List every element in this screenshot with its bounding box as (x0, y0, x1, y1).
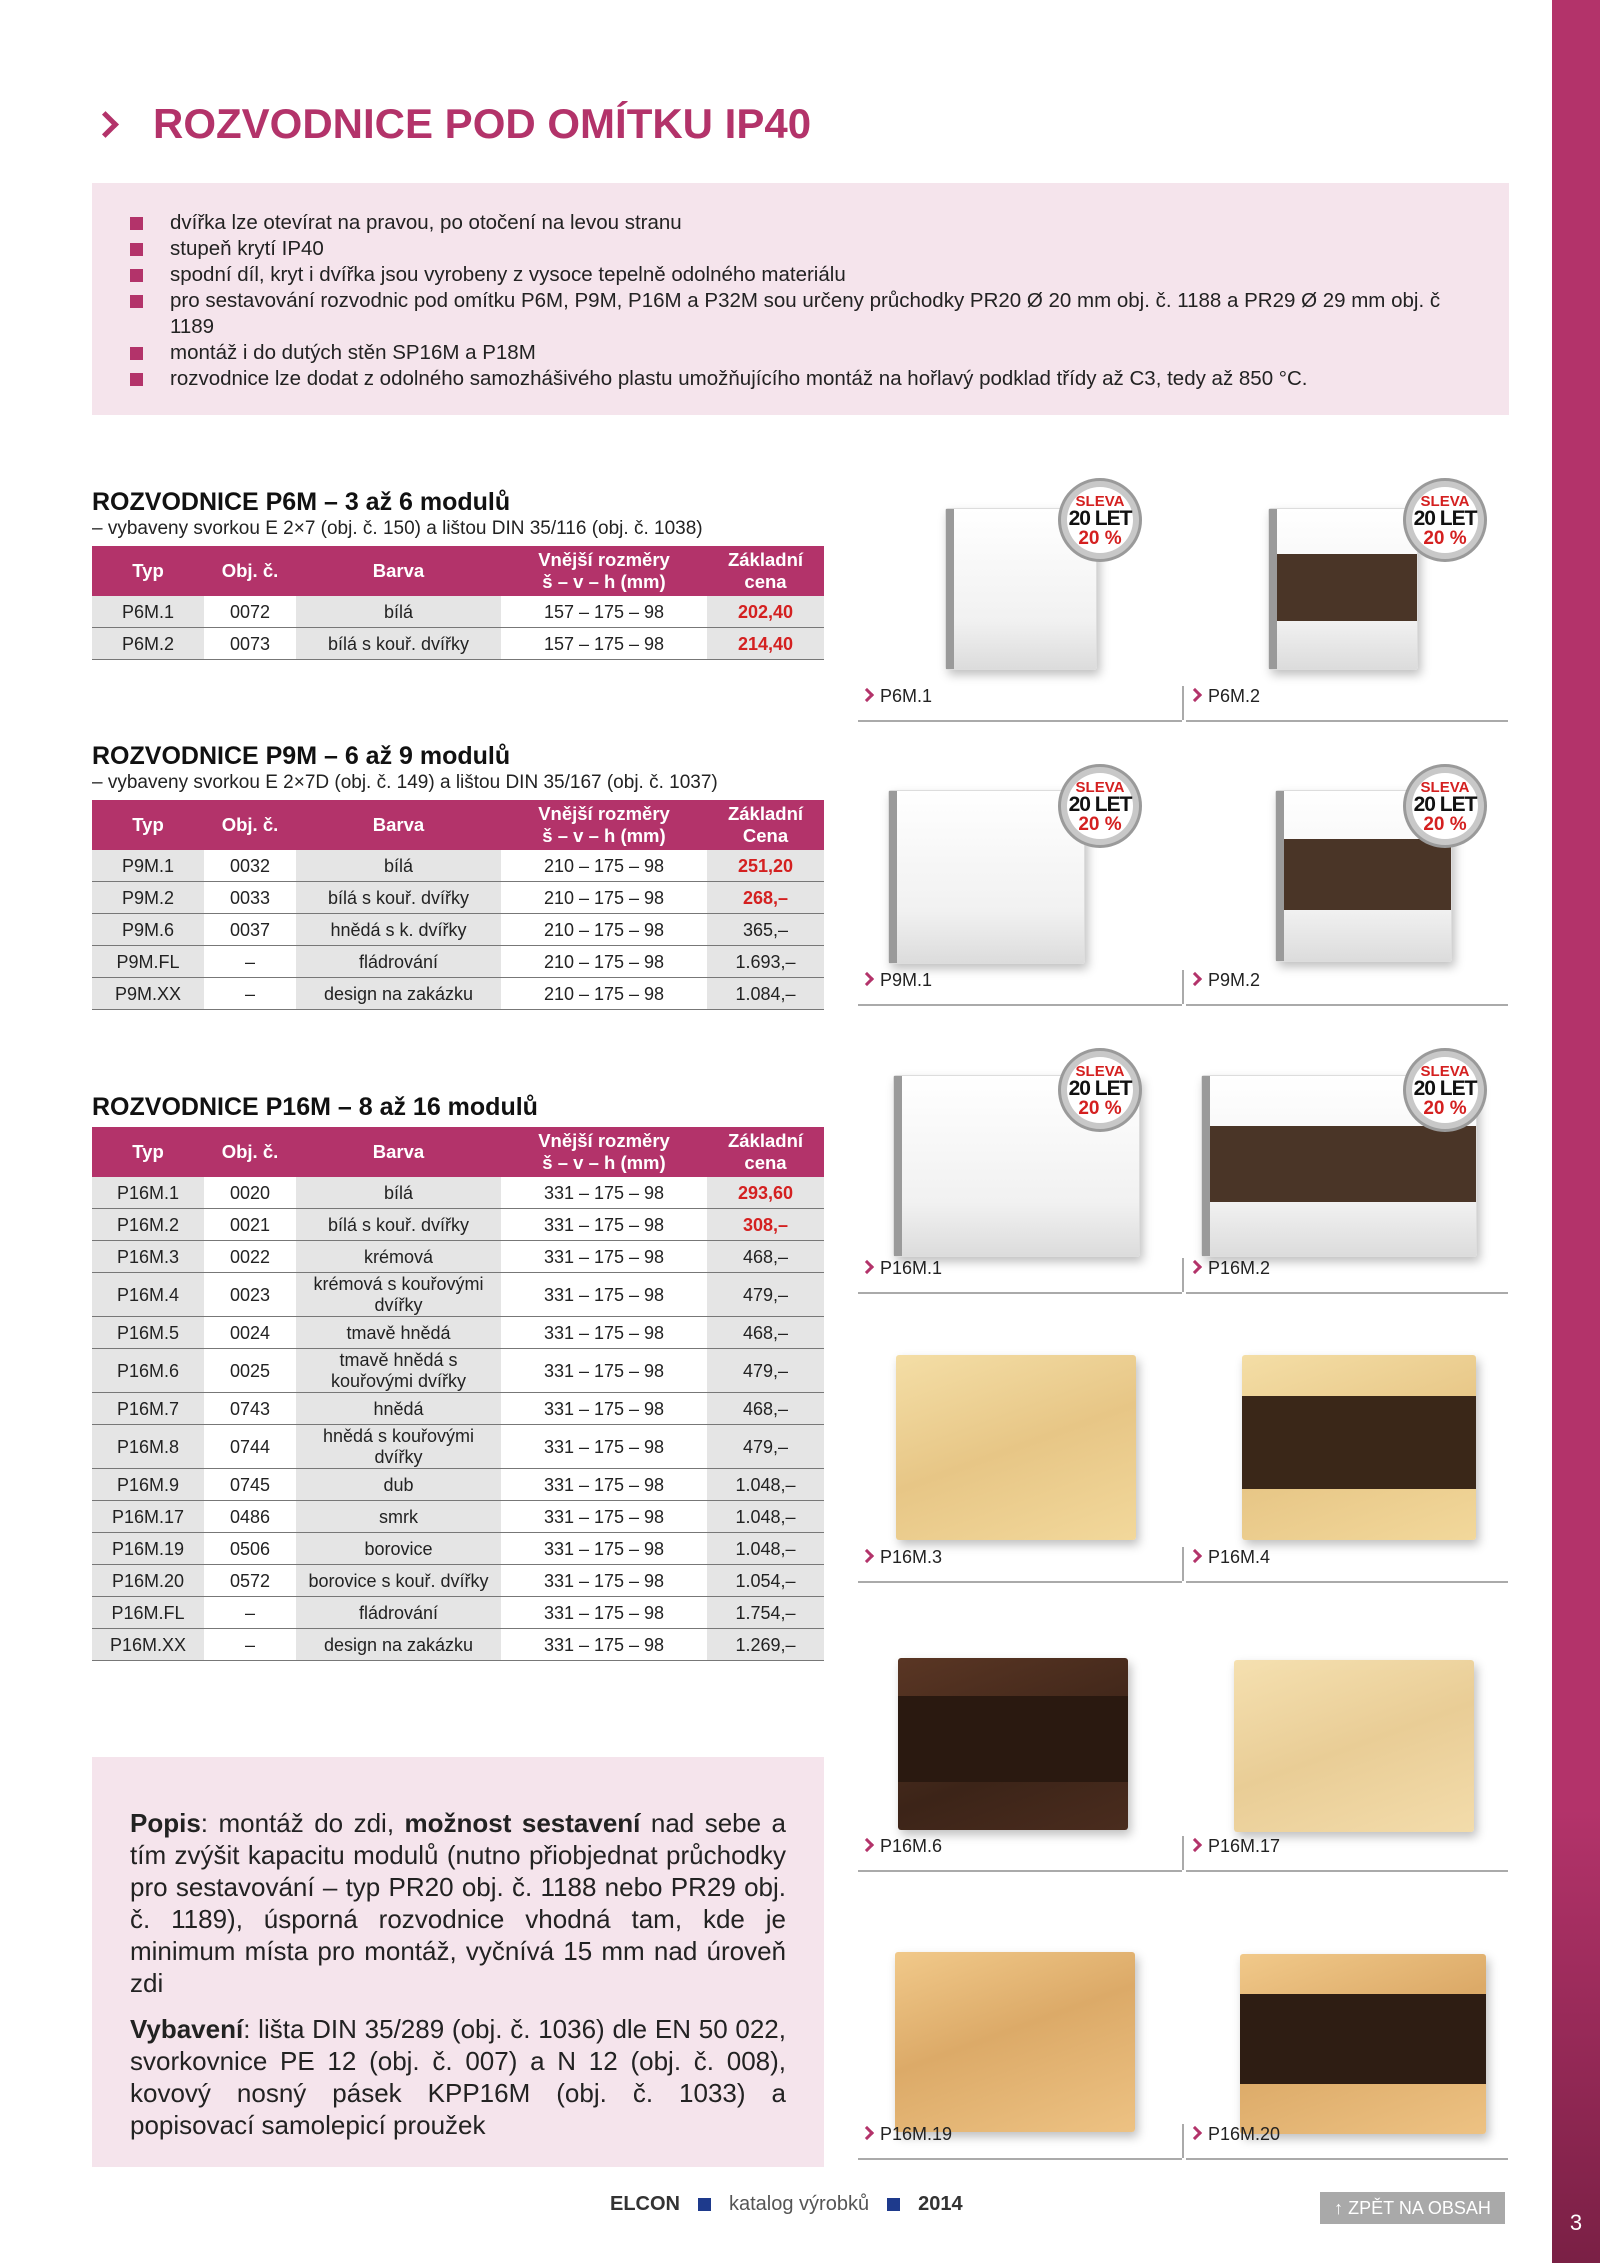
box-edge (894, 1076, 902, 1256)
product-photo (1234, 1660, 1474, 1832)
footer (610, 2193, 963, 2216)
table-cell: 210 – 175 – 98 (501, 882, 707, 914)
chevron-right-icon (1188, 972, 1202, 986)
intro-list (92, 183, 1509, 392)
caption-text: P16M.4 (1208, 1547, 1271, 1567)
table-cell: P16M.1 (92, 1177, 204, 1209)
badge-text: SLEVA (1420, 1063, 1470, 1080)
badge-text: 20 LET (1413, 793, 1477, 816)
table-cell: 251,20 (707, 850, 824, 882)
table-row (92, 1533, 824, 1565)
table-cell: hnědá (296, 1393, 501, 1425)
table-row (92, 1501, 824, 1533)
box-edge (1276, 791, 1284, 961)
table-cell: 0744 (204, 1425, 296, 1469)
p6m-subtitle: – vybaveny svorkou E 2×7 (obj. č. 150) a lištou DIN 35/116 (obj. č. 1038) (92, 518, 703, 539)
table-row (92, 1597, 824, 1629)
smoked-door (898, 1696, 1128, 1782)
table-cell: – (204, 1597, 296, 1629)
product-photo (896, 1355, 1136, 1540)
table-cell: 331 – 175 – 98 (501, 1349, 707, 1393)
table-cell: 331 – 175 – 98 (501, 1241, 707, 1273)
discount-badge (1058, 478, 1142, 562)
table-cell: 210 – 175 – 98 (501, 850, 707, 882)
table-row (92, 1565, 824, 1597)
table-cell: 0033 (204, 882, 296, 914)
table-cell: P16M.9 (92, 1469, 204, 1501)
table-row (92, 1469, 824, 1501)
table-cell: P16M.8 (92, 1425, 204, 1469)
intro-item: pro sestavování rozvodnic pod omítku P6M, P9M, P16M a P32M sou určeny průchodky PR20 Ø 20 mm obj. č. 1188 a PR29 Ø 29 mm obj. č 1189 (130, 288, 1449, 340)
footer-catalog: katalog výrobků (729, 2193, 870, 2215)
footer-brand: ELCON (610, 2193, 680, 2215)
table-cell: P16M.3 (92, 1241, 204, 1273)
footer-year: 2014 (918, 2193, 963, 2215)
side-bar (1552, 0, 1600, 2263)
chevron-right-icon (1188, 1260, 1202, 1274)
column-header: Základní cena (707, 546, 824, 596)
smoked-door (1242, 1396, 1476, 1489)
column-header: Vnější rozměry š – v – h (mm) (501, 546, 707, 596)
caption-divider (1182, 1547, 1184, 1581)
table-cell: 331 – 175 – 98 (501, 1533, 707, 1565)
photo-caption (858, 1836, 1182, 1872)
p9m-title: ROZVODNICE P9M – 6 až 9 modulů (92, 742, 511, 770)
table-cell: 1.048,– (707, 1533, 824, 1565)
table-cell: 331 – 175 – 98 (501, 1177, 707, 1209)
table-cell: 1.754,– (707, 1597, 824, 1629)
caption-text: P16M.17 (1208, 1836, 1281, 1856)
column-header: Základní cena (707, 1127, 824, 1177)
photo-caption (858, 686, 1182, 722)
table-cell: fládrování (296, 1597, 501, 1629)
table-cell: 0022 (204, 1241, 296, 1273)
table-cell: P6M.1 (92, 596, 204, 628)
table-cell: design na zakázku (296, 978, 501, 1010)
chevron-right-icon (92, 111, 119, 138)
table-cell: 268,– (707, 882, 824, 914)
discount-badge (1403, 764, 1487, 848)
photo-caption (1186, 1836, 1508, 1872)
table-cell: 210 – 175 – 98 (501, 946, 707, 978)
discount-badge (1058, 764, 1142, 848)
product-photo (1242, 1355, 1476, 1540)
table-cell: hnědá s k. dvířky (296, 914, 501, 946)
product-photo (888, 790, 1085, 964)
box-edge (1269, 509, 1277, 669)
table-cell: 0021 (204, 1209, 296, 1241)
caption-text: P16M.1 (880, 1258, 943, 1278)
table-row (92, 1349, 824, 1393)
box-edge (889, 791, 897, 963)
table-row (92, 882, 824, 914)
table-cell: 1.084,– (707, 978, 824, 1010)
badge-text: SLEVA (1075, 1063, 1125, 1080)
table-cell: P16M.XX (92, 1629, 204, 1661)
chevron-right-icon (860, 688, 874, 702)
column-header: Barva (296, 1127, 501, 1177)
table-cell: 0486 (204, 1501, 296, 1533)
table-cell: 468,– (707, 1393, 824, 1425)
table-row (92, 1209, 824, 1241)
column-header: Typ (92, 1127, 204, 1177)
badge-text: 20 LET (1068, 1077, 1132, 1100)
photo-caption (858, 1547, 1182, 1583)
table-cell: P6M.2 (92, 628, 204, 660)
caption-text: P9M.1 (880, 970, 933, 990)
chevron-right-icon (1188, 1838, 1202, 1852)
column-header: Vnější rozměry š – v – h (mm) (501, 800, 707, 850)
table-cell: 331 – 175 – 98 (501, 1565, 707, 1597)
chevron-right-icon (860, 1260, 874, 1274)
caption-text: P16M.3 (880, 1547, 943, 1567)
column-header: Barva (296, 800, 501, 850)
chevron-right-icon (1188, 2126, 1202, 2140)
table-cell: P16M.FL (92, 1597, 204, 1629)
table-cell: 479,– (707, 1425, 824, 1469)
table-row (92, 628, 824, 660)
table-cell: bílá s kouř. dvířky (296, 882, 501, 914)
photo-caption (858, 970, 1182, 1006)
column-header: Obj. č. (204, 1127, 296, 1177)
caption-text: P16M.2 (1208, 1258, 1271, 1278)
table-cell: 479,– (707, 1273, 824, 1317)
table-cell: borovice (296, 1533, 501, 1565)
badge-text: SLEVA (1420, 493, 1470, 510)
intro-item: stupeň krytí IP40 (130, 236, 1449, 262)
caption-divider (1182, 2124, 1184, 2158)
table-cell: 331 – 175 – 98 (501, 1469, 707, 1501)
table-cell: – (204, 978, 296, 1010)
intro-item: montáž i do dutých stěn SP16M a P18M (130, 340, 1449, 366)
table-cell: 479,– (707, 1349, 824, 1393)
table-cell: 210 – 175 – 98 (501, 978, 707, 1010)
column-header: Obj. č. (204, 546, 296, 596)
caption-text: P16M.19 (880, 2124, 953, 2144)
table-cell: tmavě hnědá s kouřovými dvířky (296, 1349, 501, 1393)
smoked-door (1240, 1994, 1486, 2084)
table-header-row (92, 1127, 824, 1177)
table-row (92, 1425, 824, 1469)
table-row (92, 914, 824, 946)
photo-caption (1186, 1258, 1508, 1294)
badge-text: 20 LET (1068, 793, 1132, 816)
intro-item: rozvodnice lze dodat z odolného samozhášivého plastu umožňujícího montáž na hořlavý podklad třídy až C3, tedy až 850 °C. (130, 366, 1449, 392)
table-cell: 331 – 175 – 98 (501, 1209, 707, 1241)
table-cell: 0037 (204, 914, 296, 946)
p6m-title: ROZVODNICE P6M – 3 až 6 modulů (92, 488, 511, 516)
table-cell: 0020 (204, 1177, 296, 1209)
intro-box (92, 183, 1509, 415)
badge-text: SLEVA (1075, 779, 1125, 796)
table-cell: 1.269,– (707, 1629, 824, 1661)
table-cell: 1.693,– (707, 946, 824, 978)
square-bullet-icon (698, 2198, 711, 2211)
table-header-row (92, 800, 824, 850)
table-cell: P9M.FL (92, 946, 204, 978)
chevron-right-icon (860, 1549, 874, 1563)
table-row (92, 1177, 824, 1209)
table-row (92, 978, 824, 1010)
page-title-text: ROZVODNICE POD OMÍTKU IP40 (153, 100, 812, 147)
product-photo (1240, 1954, 1486, 2134)
column-header: Typ (92, 546, 204, 596)
table-cell: 1.048,– (707, 1501, 824, 1533)
table-cell: P16M.4 (92, 1273, 204, 1317)
table-cell: P9M.1 (92, 850, 204, 882)
table-cell: P9M.XX (92, 978, 204, 1010)
table-cell: borovice s kouř. dvířky (296, 1565, 501, 1597)
chevron-right-icon (860, 972, 874, 986)
table-cell: P16M.2 (92, 1209, 204, 1241)
badge-text: 20 LET (1068, 507, 1132, 530)
table-cell: 468,– (707, 1317, 824, 1349)
discount-badge (1403, 478, 1487, 562)
product-photo (898, 1658, 1128, 1830)
table-cell: bílá (296, 596, 501, 628)
table-row (92, 1273, 824, 1317)
vybaveni-paragraph: Vybavení: lišta DIN 35/289 (obj. č. 1036) dle EN 50 022, svorkovnice PE 12 (obj. č. 007) a N 12 (obj. č. 008), kovový nosný pásek KPP16M (obj. č. 1033) a popisovací samolepicí proužek (130, 2014, 786, 2140)
caption-divider (1182, 1836, 1184, 1870)
table-cell: 0025 (204, 1349, 296, 1393)
table-cell: 157 – 175 – 98 (501, 628, 707, 660)
table-cell: 1.054,– (707, 1565, 824, 1597)
badge-text: 20 % (1423, 814, 1467, 835)
table-cell: krémová s kouřovými dvířky (296, 1273, 501, 1317)
photo-caption (1186, 970, 1508, 1006)
table-row (92, 850, 824, 882)
photo-caption (1186, 2124, 1508, 2160)
badge-text: 20 % (1078, 814, 1122, 835)
table-cell: 210 – 175 – 98 (501, 914, 707, 946)
caption-divider (1182, 1258, 1184, 1292)
smoked-door (1277, 554, 1417, 621)
table-cell: design na zakázku (296, 1629, 501, 1661)
table-cell: 331 – 175 – 98 (501, 1501, 707, 1533)
caption-text: P6M.2 (1208, 686, 1261, 706)
intro-item: spodní díl, kryt i dvířka jsou vyrobeny z vysoce tepelně odolného materiálu (130, 262, 1449, 288)
p16m-title: ROZVODNICE P16M – 8 až 16 modulů (92, 1093, 538, 1121)
popis-paragraph: Popis: montáž do zdi, možnost sestavení nad sebe a tím zvýšit kapacitu modulů (nutno přiobjednat průchodky pro sestavování – typ PR20 obj. č. 1188 nebo PR29 obj. č. 1189), úsporná rozvodnice vhodná tam, kde je minimum místa pro montáž, vyčnívá 15 mm nad úroveň zdi (130, 1808, 786, 1998)
photo-caption (858, 2124, 1182, 2160)
discount-badge (1403, 1048, 1487, 1132)
table-cell: 331 – 175 – 98 (501, 1393, 707, 1425)
table-cell: P16M.20 (92, 1565, 204, 1597)
table-cell: P9M.2 (92, 882, 204, 914)
description-box (92, 1757, 824, 2167)
table-cell: 308,– (707, 1209, 824, 1241)
table-cell: P16M.6 (92, 1349, 204, 1393)
table-cell: 0072 (204, 596, 296, 628)
smoked-door (1210, 1126, 1476, 1202)
table-cell: 365,– (707, 914, 824, 946)
chevron-right-icon (860, 1838, 874, 1852)
column-header: Obj. č. (204, 800, 296, 850)
table-cell: bílá s kouř. dvířky (296, 1209, 501, 1241)
table-cell: bílá s kouř. dvířky (296, 628, 501, 660)
table-row (92, 1629, 824, 1661)
table-cell: 331 – 175 – 98 (501, 1597, 707, 1629)
table-cell: – (204, 1629, 296, 1661)
column-header: Vnější rozměry š – v – h (mm) (501, 1127, 707, 1177)
badge-text: 20 % (1423, 1098, 1467, 1119)
table-cell: – (204, 946, 296, 978)
column-header: Barva (296, 546, 501, 596)
caption-text: P16M.20 (1208, 2124, 1281, 2144)
p9m-table (92, 800, 824, 1010)
table-cell: 0572 (204, 1565, 296, 1597)
table-cell: dub (296, 1469, 501, 1501)
table-row (92, 1317, 824, 1349)
table-cell: 331 – 175 – 98 (501, 1273, 707, 1317)
table-cell: 202,40 (707, 596, 824, 628)
back-to-contents-button[interactable]: ↑ ZPĚT NA OBSAH (1320, 2192, 1505, 2224)
badge-text: 20 % (1078, 1098, 1122, 1119)
table-header-row (92, 546, 824, 596)
table-cell: 157 – 175 – 98 (501, 596, 707, 628)
table-cell: P16M.5 (92, 1317, 204, 1349)
box-edge (1202, 1076, 1210, 1256)
table-cell: bílá (296, 850, 501, 882)
box-edge (946, 509, 954, 669)
photo-caption (858, 1258, 1182, 1294)
table-cell: 331 – 175 – 98 (501, 1317, 707, 1349)
table-row (92, 946, 824, 978)
photo-caption (1186, 686, 1508, 722)
product-photo (895, 1952, 1135, 2132)
badge-text: 20 LET (1413, 1077, 1477, 1100)
smoked-door (1284, 839, 1451, 910)
table-row (92, 596, 824, 628)
table-cell: 0506 (204, 1533, 296, 1565)
column-header: Základní Cena (707, 800, 824, 850)
table-cell: smrk (296, 1501, 501, 1533)
discount-badge (1058, 1048, 1142, 1132)
column-header: Typ (92, 800, 204, 850)
table-cell: 0023 (204, 1273, 296, 1317)
badge-text: SLEVA (1075, 493, 1125, 510)
badge-text: 20 LET (1413, 507, 1477, 530)
table-cell: 0745 (204, 1469, 296, 1501)
table-row (92, 1241, 824, 1273)
intro-item: dvířka lze otevírat na pravou, po otočení na levou stranu (130, 210, 1449, 236)
table-cell: 0073 (204, 628, 296, 660)
table-cell: P9M.6 (92, 914, 204, 946)
table-cell: P16M.7 (92, 1393, 204, 1425)
photo-caption (1186, 1547, 1508, 1583)
p16m-table (92, 1127, 824, 1661)
caption-text: P9M.2 (1208, 970, 1261, 990)
caption-divider (1182, 970, 1184, 1004)
page-title (92, 100, 811, 148)
table-row (92, 1393, 824, 1425)
table-cell: 214,40 (707, 628, 824, 660)
chevron-right-icon (1188, 1549, 1202, 1563)
table-cell: fládrování (296, 946, 501, 978)
chevron-right-icon (1188, 688, 1202, 702)
caption-text: P16M.6 (880, 1836, 943, 1856)
chevron-right-icon (860, 2126, 874, 2140)
square-bullet-icon (887, 2198, 900, 2211)
caption-divider (1182, 686, 1184, 720)
p9m-subtitle: – vybaveny svorkou E 2×7D (obj. č. 149) a lištou DIN 35/167 (obj. č. 1037) (92, 772, 718, 793)
table-cell: 0024 (204, 1317, 296, 1349)
table-cell: 468,– (707, 1241, 824, 1273)
table-cell: P16M.17 (92, 1501, 204, 1533)
badge-text: 20 % (1078, 528, 1122, 549)
product-photo (1268, 508, 1418, 670)
table-cell: tmavě hnědá (296, 1317, 501, 1349)
p6m-table (92, 546, 824, 660)
table-cell: 293,60 (707, 1177, 824, 1209)
table-cell: 0743 (204, 1393, 296, 1425)
table-cell: 331 – 175 – 98 (501, 1425, 707, 1469)
table-cell: 331 – 175 – 98 (501, 1629, 707, 1661)
table-cell: P16M.19 (92, 1533, 204, 1565)
badge-text: 20 % (1423, 528, 1467, 549)
table-cell: hnědá s kouřovými dvířky (296, 1425, 501, 1469)
table-cell: krémová (296, 1241, 501, 1273)
table-cell: 1.048,– (707, 1469, 824, 1501)
table-cell: 0032 (204, 850, 296, 882)
badge-text: SLEVA (1420, 779, 1470, 796)
table-cell: bílá (296, 1177, 501, 1209)
caption-text: P6M.1 (880, 686, 933, 706)
page-number: 3 (1569, 2210, 1583, 2235)
